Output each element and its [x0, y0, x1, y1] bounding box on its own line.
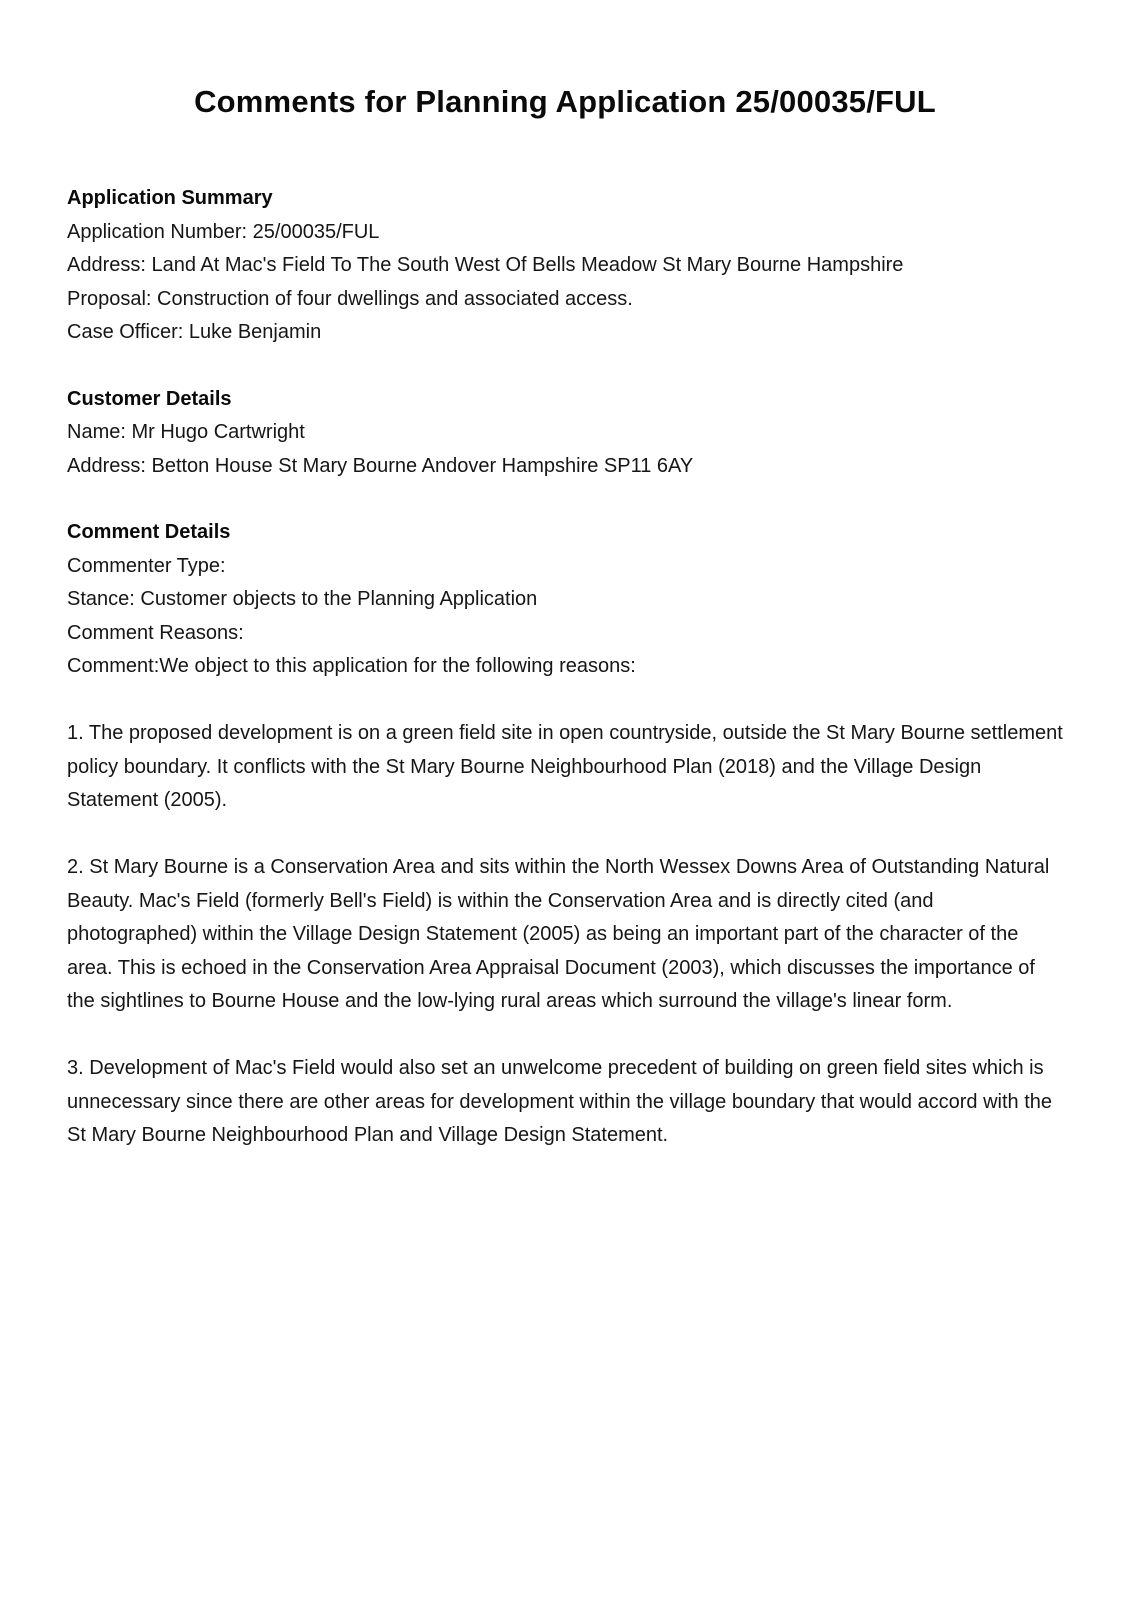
stance-line: Stance: Customer objects to the Planning Application: [67, 588, 538, 610]
comment-paragraph-1: 1. The proposed development is on a green field site in open countryside, outside the St Mary Bourne settlement policy boundary. It conflicts with the St Mary Bourne Neighbourhood Plan (2018) and the Village Design Statement (2005).: [67, 722, 1063, 811]
customer-details-section: [67, 383, 1063, 484]
application-summary-section: [67, 182, 1063, 350]
application-address-line: Address: Land At Mac's Field To The South West Of Bells Meadow St Mary Bourne Hampshire: [67, 254, 904, 276]
customer-details-heading: Customer Details: [67, 387, 232, 410]
comment-details-section: [67, 516, 1063, 1153]
comment-paragraph-3: 3. Development of Mac's Field would also set an unwelcome precedent of building on green field sites which is unnecessary since there are other areas for development within the village boundary that would accord with the St Mary Bourne Neighbourhood Plan and Village Design Statement.: [67, 1057, 1053, 1146]
commenter-type-line: Commenter Type:: [67, 554, 226, 577]
comment-details-heading: Comment Details: [67, 521, 231, 543]
comment-reasons-line: Comment Reasons:: [67, 621, 244, 644]
application-number-line: Application Number: 25/00035/FUL: [67, 220, 380, 243]
case-officer-line: Case Officer: Luke Benjamin: [67, 321, 322, 343]
page-title: Comments for Planning Application 25/00035/FUL: [194, 84, 936, 119]
application-summary-heading: Application Summary: [67, 187, 273, 209]
comment-paragraph-2: 2. St Mary Bourne is a Conservation Area and sits within the North Wessex Downs Area of Outstanding Natural Beauty. Mac's Field (formerly Bell's Field) is within the Conservation Area and is directly cited (and photographed) within the Village Design Statement (2005) as being an important part of the character of the area. This is echoed in the Conservation Area Appraisal Document (2003), which discusses the importance of the sightlines to Bourne House and the low-lying rural areas which surround the village's linear form.: [67, 856, 1050, 1012]
application-proposal-line: Proposal: Construction of four dwellings and associated access.: [67, 287, 633, 310]
customer-name-line: Name: Mr Hugo Cartwright: [67, 421, 305, 443]
comment-intro-line: Comment:We object to this application for the following reasons:: [67, 655, 636, 677]
customer-address-line: Address: Betton House St Mary Bourne Andover Hampshire SP11 6AY: [67, 454, 694, 477]
